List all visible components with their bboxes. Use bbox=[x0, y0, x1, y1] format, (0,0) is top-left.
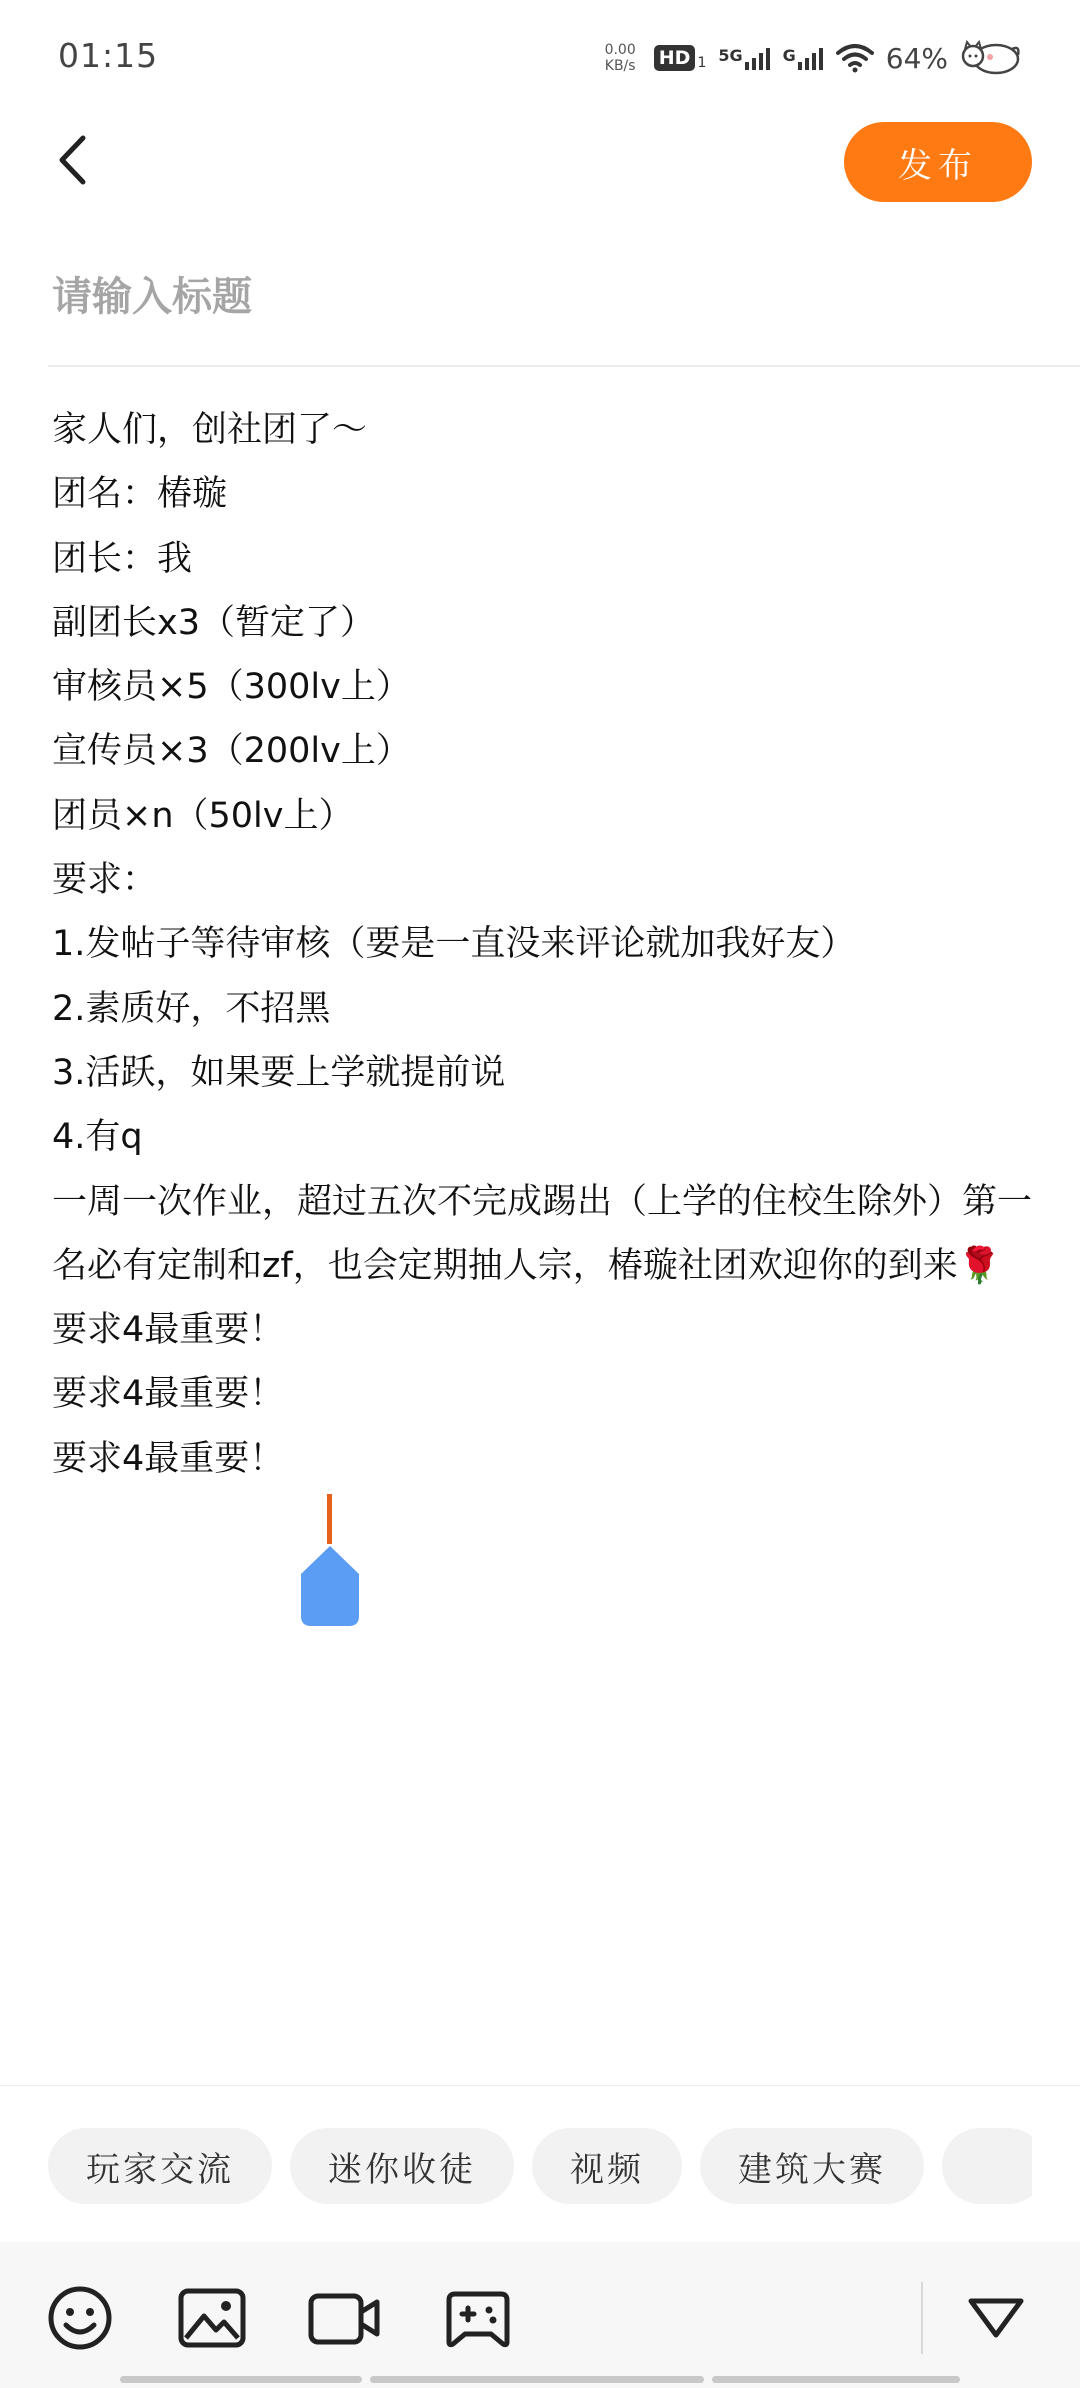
emoji-icon bbox=[47, 2285, 113, 2351]
post-body-editor[interactable] bbox=[52, 398, 1042, 1491]
back-button[interactable] bbox=[48, 128, 96, 192]
network-speed bbox=[605, 42, 636, 74]
publish-button[interactable]: 发布 bbox=[844, 122, 1032, 202]
tag-chip[interactable]: 建筑大赛 bbox=[700, 2128, 924, 2204]
status-icons bbox=[605, 36, 1022, 80]
video-button[interactable] bbox=[308, 2282, 380, 2354]
body-line: 4.有q bbox=[52, 1117, 143, 1158]
text-cursor bbox=[327, 1494, 332, 1544]
body-line: 家人们，创社团了～ bbox=[52, 410, 368, 450]
body-line: 审核员×5（300lv上） bbox=[52, 667, 411, 708]
cursor-handle-icon[interactable] bbox=[299, 1546, 361, 1626]
tag-chip[interactable]: 视频 bbox=[532, 2128, 682, 2204]
title-divider bbox=[48, 365, 1080, 367]
body-line: 团员×n（50lv上） bbox=[52, 795, 354, 836]
network-speed-value: 0.00 bbox=[604, 42, 636, 58]
signal-g-icon: G bbox=[783, 46, 824, 70]
network-speed-unit: KB/s bbox=[604, 58, 636, 74]
body-line: 一周一次作业，超过五次不完成踢出（上学的住校生除外）第一名必有定制和zf，也会定期抽人宗，椿璇社团欢迎你的到来🌹 bbox=[52, 1181, 1033, 1286]
body-line: 要求4最重要！ bbox=[52, 1438, 285, 1479]
body-line: 要求4最重要！ bbox=[52, 1374, 285, 1415]
body-line: 宣传员×3（200lv上） bbox=[52, 731, 411, 772]
title-input[interactable] bbox=[52, 262, 1032, 332]
hd-voice-icon: HD 1 bbox=[654, 45, 707, 71]
body-line: 要求4最重要！ bbox=[52, 1310, 285, 1351]
status-time: 01:15 bbox=[58, 36, 159, 75]
image-button[interactable] bbox=[176, 2282, 248, 2354]
signal-5g-icon: 5G bbox=[718, 46, 770, 70]
video-icon bbox=[308, 2290, 380, 2346]
collapse-keyboard-icon bbox=[966, 2296, 1026, 2340]
chevron-left-icon bbox=[55, 132, 89, 188]
tag-chip-partial[interactable] bbox=[942, 2128, 1032, 2204]
status-bar bbox=[0, 0, 1080, 118]
body-line: 1.发帖子等待审核（要是一直没来评论就加我好友） bbox=[52, 924, 856, 965]
tag-chip[interactable]: 迷你收徒 bbox=[290, 2128, 514, 2204]
emoji-button[interactable] bbox=[44, 2282, 116, 2354]
wifi-icon bbox=[836, 43, 874, 73]
home-indicator bbox=[120, 2376, 960, 2383]
battery-percent: 64% bbox=[885, 41, 948, 75]
gamepad-icon bbox=[445, 2288, 511, 2348]
body-line: 副团长x3（暂定了） bbox=[52, 602, 375, 643]
game-button[interactable] bbox=[442, 2282, 514, 2354]
body-line: 3.活跃，如果要上学就提前说 bbox=[52, 1052, 506, 1093]
body-line: 要求： bbox=[52, 860, 158, 901]
topic-tags bbox=[48, 2128, 1032, 2204]
battery-cat-icon bbox=[960, 39, 1022, 77]
toolbar-separator bbox=[921, 2282, 923, 2354]
body-line: 2.素质好，不招黑 bbox=[52, 988, 331, 1029]
tags-divider bbox=[0, 2085, 1080, 2086]
image-icon bbox=[178, 2288, 246, 2348]
body-line: 团长：我 bbox=[52, 538, 193, 579]
collapse-keyboard-button[interactable] bbox=[960, 2282, 1032, 2354]
editor-toolbar bbox=[0, 2242, 1080, 2388]
tag-chip[interactable]: 玩家交流 bbox=[48, 2128, 272, 2204]
body-line: 团名：椿璇 bbox=[52, 474, 228, 515]
